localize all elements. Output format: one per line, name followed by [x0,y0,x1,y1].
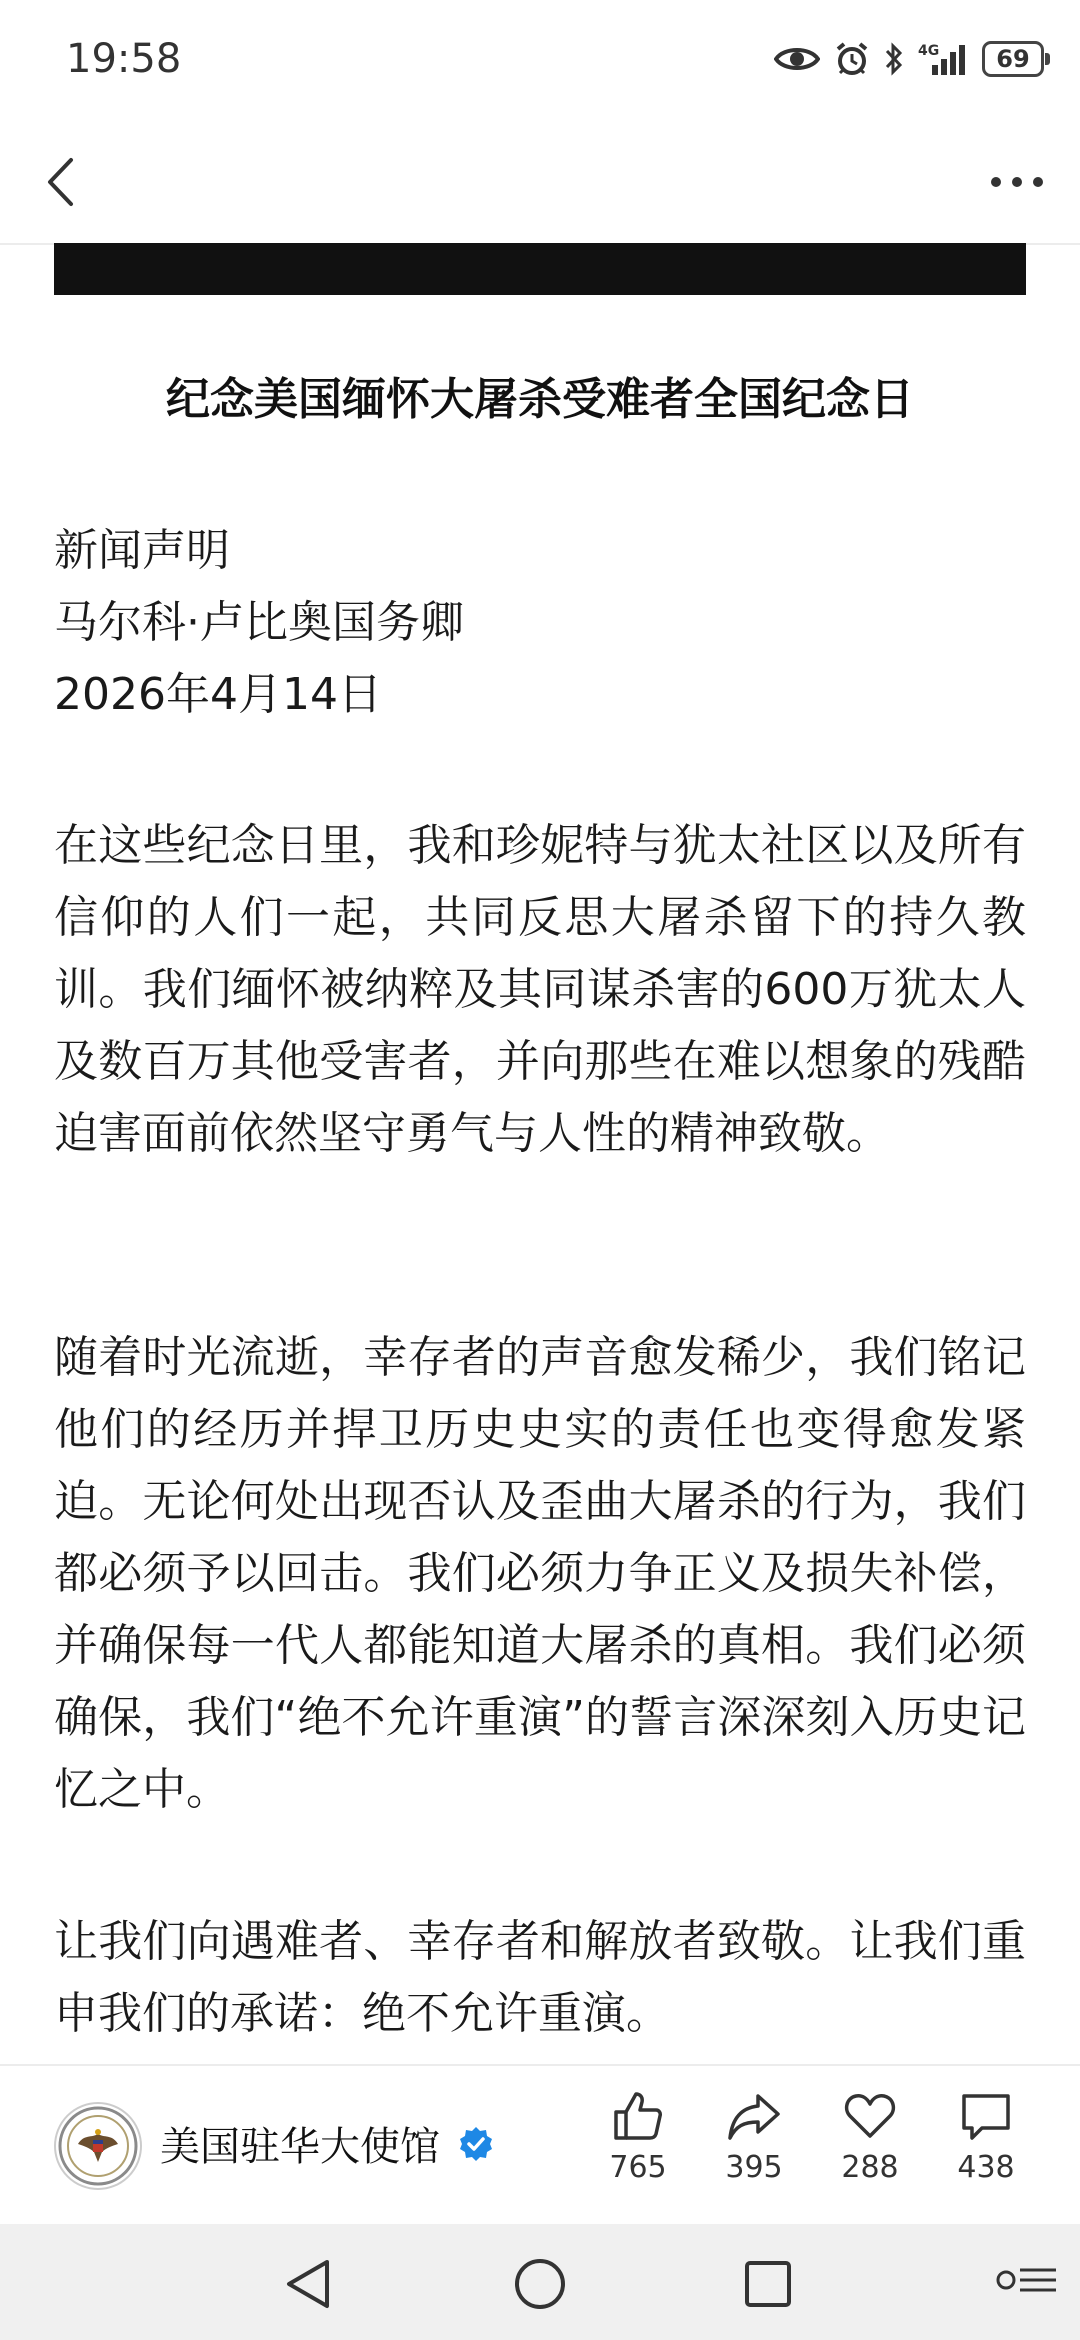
account-name[interactable]: 美国驻华大使馆 [160,2124,440,2170]
more-button[interactable] [982,154,1052,210]
share-button[interactable] [696,2088,812,2186]
network-type: 4G [918,43,940,59]
circle-home-icon [513,2257,567,2311]
article-paragraph: 随着时光流逝，幸存者的声音愈发稀少，我们铭记他们的经历并捍卫历史史实的责任也变得愈发紧迫。无论何处出现否认及歪曲大屠杀的行为，我们都必须予以回击。我们必须力争正义及损失补偿，并确保每一代人都能知道大屠杀的真相。我们必须确保，我们“绝不允许重演”的誓言深深刻入历史记忆之中。 [54,1332,1026,1815]
article-title: 纪念美国缅怀大屠杀受难者全国纪念日 [166,374,914,425]
favorite-button[interactable] [812,2088,928,2186]
square-recents-icon [743,2259,793,2309]
footer-bar [0,2064,1080,2226]
heart-icon [842,2088,898,2144]
comment-count: 438 [957,2150,1015,2185]
article-paragraph: 在这些纪念日里，我和珍妮特与犹太社区以及所有信仰的人们一起，共同反思大屠杀留下的持久教训。我们缅怀被纳粹及其同谋杀害的600万犹太人及数百万其他受害者，并向那些在难以想象的残酷迫害面前依然坚守勇气与人性的精神致敬。 [54,820,1026,1159]
article-meta [54,515,1026,731]
meta-line: 新闻声明 [54,525,230,576]
meta-line: 2026年4月14日 [54,669,382,720]
eye-icon [774,44,820,74]
signal-icon [918,41,968,77]
thumbs-up-icon [610,2088,666,2144]
comment-bubble-icon [958,2088,1014,2144]
image-banner [54,243,1026,295]
action-bar [580,2088,1044,2186]
nav-recents-button[interactable] [738,2254,798,2314]
app-header [0,120,1080,245]
like-count: 765 [609,2150,667,2185]
alarm-icon [834,41,870,77]
embassy-seal-icon [56,2104,140,2188]
menu-lines-icon[interactable] [996,2260,1060,2300]
meta-line: 马尔科·卢比奥国务卿 [54,597,464,648]
avatar[interactable] [54,2102,142,2190]
status-icons [774,34,1044,84]
battery-level: 69 [996,45,1030,73]
verified-badge-icon [458,2126,494,2162]
nav-back-button[interactable] [278,2254,338,2314]
system-nav-bar [0,2224,1080,2340]
battery-icon [982,41,1044,77]
comment-button[interactable] [928,2088,1044,2186]
favorite-count: 288 [841,2150,899,2185]
triangle-back-icon [283,2258,333,2310]
chevron-left-icon [45,157,75,207]
status-time: 19:58 [66,36,182,82]
back-button[interactable] [30,150,90,214]
article-paragraph: 让我们向遇难者、幸存者和解放者致敬。让我们重申我们的承诺：绝不允许重演。 [54,1916,1026,2039]
share-count: 395 [725,2150,783,2185]
more-dots-icon [990,176,1044,188]
share-arrow-icon [726,2088,782,2144]
bluetooth-icon [884,42,904,76]
like-button[interactable] [580,2088,696,2186]
nav-home-button[interactable] [510,2254,570,2314]
status-bar [0,0,1080,120]
